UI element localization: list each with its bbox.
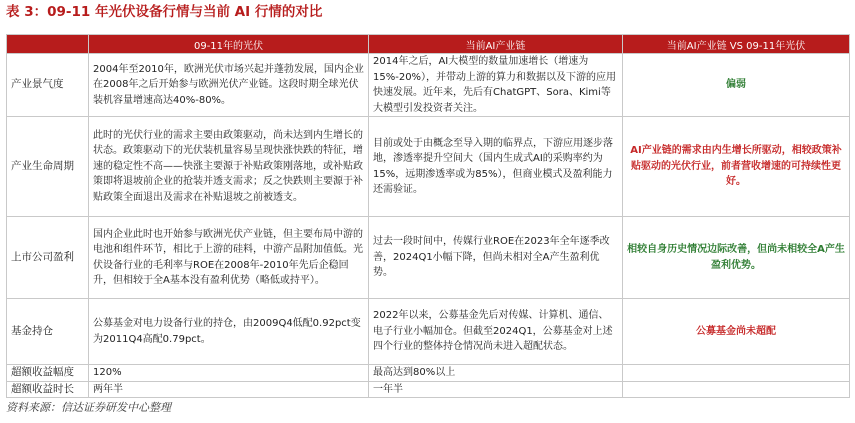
table-row bbox=[7, 217, 850, 299]
table-row bbox=[7, 117, 850, 217]
ai-cell: 2014年之后，AI大模型的数量加速增长（增速为15%-20%），并带动上游的算力和数据以及下游的应用快速发展。近年来，先后有ChatGPT、Sora、Kimi等大模型引发投资者关注。 bbox=[369, 54, 623, 117]
table-row bbox=[7, 299, 850, 365]
header-ai: 当前AI产业链 bbox=[369, 35, 623, 54]
row-label: 超额收益幅度 bbox=[7, 365, 89, 382]
pv-cell: 120% bbox=[89, 365, 369, 382]
conclusion-cell: AI产业链的需求由内生增长所驱动，相较政策补贴驱动的光伏行业，前者营收增速的可持续性更好。 bbox=[623, 117, 850, 217]
table-row bbox=[7, 365, 850, 382]
pv-cell: 国内企业此时也开始参与欧洲光伏产业链，但主要布局中游的电池和组件环节，相比于上游的硅料，中游产品附加值低。光伏设备行业的毛利率与ROE在2008年-2010年先后企稳回升，但相较于全A基本没有盈利优势（略低或持平）。 bbox=[89, 217, 369, 299]
comparison-table bbox=[6, 34, 850, 398]
source-note: 资料来源：信达证券研发中心整理 bbox=[6, 401, 171, 414]
ai-cell: 一年半 bbox=[369, 381, 623, 398]
header-vs: 当前AI产业链 VS 09-11年光伏 bbox=[623, 35, 850, 54]
row-label: 基金持仓 bbox=[7, 299, 89, 365]
table-header-row bbox=[7, 35, 850, 54]
row-label: 产业景气度 bbox=[7, 54, 89, 117]
row-label: 产业生命周期 bbox=[7, 117, 89, 217]
pv-cell: 两年半 bbox=[89, 381, 369, 398]
row-label: 超额收益时长 bbox=[7, 381, 89, 398]
pv-cell: 2004年至2010年，欧洲光伏市场兴起并蓬勃发展，国内企业在2008年之后开始参与欧洲光伏产业链。这段时期全球光伏装机容量增速高达40%-80%。 bbox=[89, 54, 369, 117]
conclusion-cell: 公募基金尚未超配 bbox=[623, 299, 850, 365]
conclusion-cell: 相较自身历史情况边际改善，但尚未相较全A产生盈利优势。 bbox=[623, 217, 850, 299]
ai-cell: 目前或处于由概念至导入期的临界点，下游应用逐步落地，渗透率提升空间大（国内生成式AI的采购率约为15%，远期渗透率或为85%），但商业模式及盈利能力还需验证。 bbox=[369, 117, 623, 217]
table-row bbox=[7, 54, 850, 117]
table-row bbox=[7, 381, 850, 398]
table-title: 表 3：09-11 年光伏设备行情与当前 AI 行情的对比 bbox=[6, 4, 323, 20]
pv-cell: 此时的光伏行业的需求主要由政策驱动，尚未达到内生增长的状态。政策驱动下的光伏装机量容易呈现快涨快跌的特征，增速的稳定性不高——快涨主要源于补贴政策刚落地，或补贴政策即将退坡前企业的抢装并透支需求；反之快跌则主要源于补贴政策全面退出及需求在补贴退坡之前被透支。 bbox=[89, 117, 369, 217]
header-blank bbox=[7, 35, 89, 54]
conclusion-cell bbox=[623, 381, 850, 398]
conclusion-cell bbox=[623, 365, 850, 382]
conclusion-cell: 偏弱 bbox=[623, 54, 850, 117]
ai-cell: 2022年以来，公募基金先后对传媒、计算机、通信、电子行业小幅加仓。但截至2024Q1，公募基金对上述四个行业的整体持仓情况尚未进入超配状态。 bbox=[369, 299, 623, 365]
row-label: 上市公司盈利 bbox=[7, 217, 89, 299]
ai-cell: 过去一段时间中，传媒行业ROE在2023年全年逐季改善，2024Q1小幅下降，但尚未相对全A产生盈利优势。 bbox=[369, 217, 623, 299]
pv-cell: 公募基金对电力设备行业的持仓，由2009Q4低配0.92pct变为2011Q4高配0.79pct。 bbox=[89, 299, 369, 365]
header-pv: 09-11年的光伏 bbox=[89, 35, 369, 54]
ai-cell: 最高达到80%以上 bbox=[369, 365, 623, 382]
